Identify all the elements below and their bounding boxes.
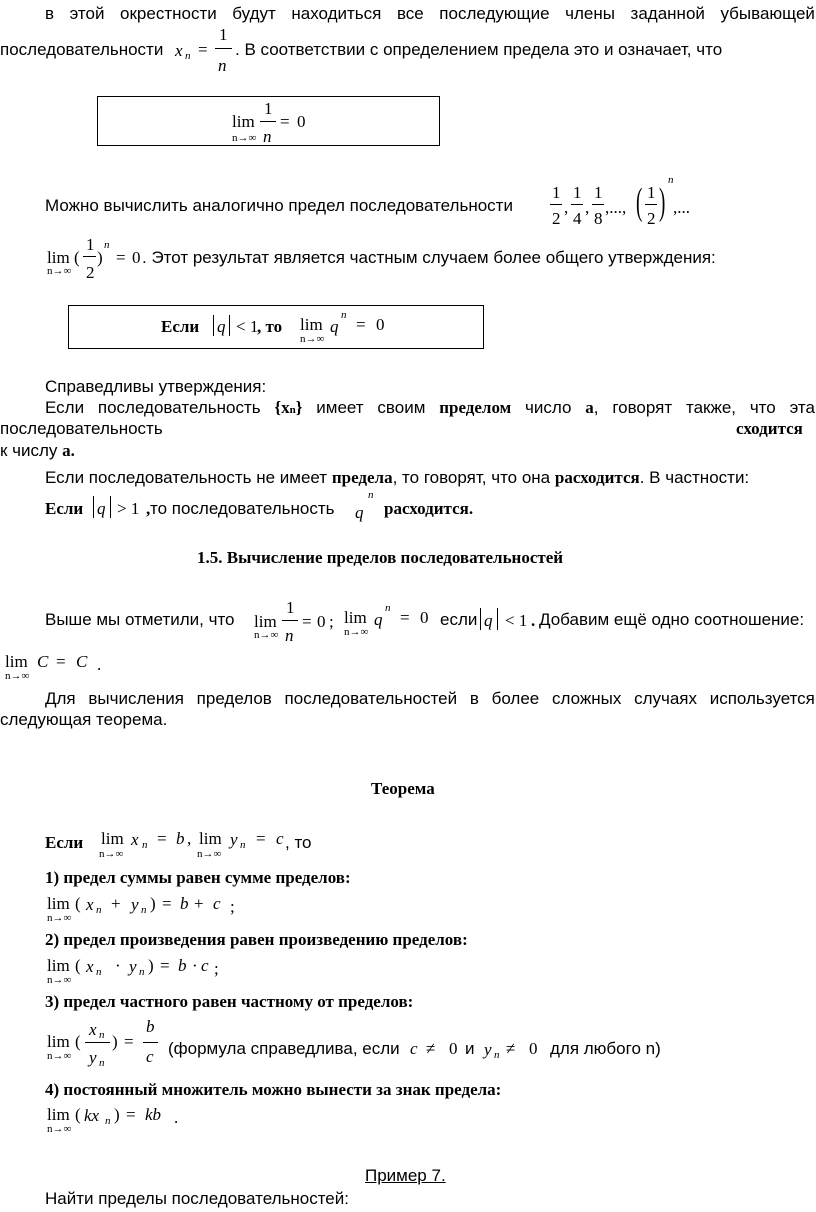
example-task: Найти пределы последовательностей: — [45, 1189, 349, 1208]
p3-text: . Этот результат является частным случаем более общего утверждения: — [142, 248, 716, 267]
abs-bar — [497, 608, 498, 630]
exponent: n — [385, 602, 391, 614]
var-kx: kx — [84, 1106, 100, 1125]
cdot: · — [192, 956, 198, 975]
lim: lim — [5, 652, 28, 671]
p4-line3-end: сходится — [736, 419, 803, 438]
formula-eq: = — [256, 829, 266, 848]
comma: , — [564, 198, 569, 217]
lim: lim — [300, 315, 323, 334]
var-x: x — [131, 830, 139, 849]
lt-one: < 1 — [236, 317, 259, 336]
word: последовательностей — [284, 689, 458, 708]
var-y: y — [129, 957, 137, 976]
word: вычисления — [88, 689, 184, 708]
formula-eq: = — [356, 315, 366, 334]
theorem-if: Если — [45, 833, 84, 852]
gt-one: > 1 — [117, 499, 140, 518]
cdot: · — [115, 956, 121, 975]
theorem-then: , то — [285, 833, 312, 852]
var-C: C — [37, 652, 49, 671]
lim: lim — [47, 894, 70, 913]
right-paren: ) — [114, 1105, 120, 1124]
formula-var: x — [175, 41, 183, 60]
sub-n: n — [240, 839, 246, 851]
sub-n: n — [141, 904, 147, 916]
lim-sub: n→∞ — [47, 1123, 72, 1135]
left-paren: ( — [75, 1032, 81, 1051]
rule-3: 3) предел частного равен частному от пределов: — [45, 992, 414, 1011]
sub-n: n — [494, 1049, 500, 1061]
var-b: b — [176, 829, 185, 848]
word: число — [525, 398, 572, 417]
var-y: y — [131, 895, 139, 914]
formula-sub: n — [185, 50, 191, 62]
lim-sub: n→∞ — [99, 848, 124, 860]
formula-eq: = — [198, 40, 208, 59]
plus: + — [111, 894, 121, 913]
abs-bar — [213, 315, 214, 336]
word-bold: пределом — [439, 398, 512, 417]
frac-bar — [260, 121, 276, 122]
frac-num: 1 — [219, 25, 228, 44]
word: в — [469, 689, 479, 708]
var-q: q — [374, 610, 383, 629]
var-q: q — [355, 503, 364, 522]
rule-3-tail: для любого n) — [550, 1039, 661, 1058]
lim-sub: n→∞ — [300, 333, 325, 345]
plus: + — [194, 894, 204, 913]
example-title: Пример 7. — [365, 1166, 446, 1185]
rule-1: 1) предел суммы равен сумме пределов: — [45, 868, 351, 887]
lim: lim — [101, 829, 124, 848]
p7-if: если — [440, 610, 478, 629]
frac-bar — [282, 620, 298, 621]
formula-eq: = — [162, 894, 172, 913]
frac-den: 2 — [86, 263, 95, 282]
word: Если — [45, 398, 85, 417]
p7-end: Добавим ещё одно соотношение: — [539, 610, 805, 629]
formula-zero: 0 — [376, 315, 385, 334]
p6-if: Если — [45, 499, 84, 518]
p1-line2-start: последовательности — [0, 40, 164, 59]
var-c: c — [276, 829, 284, 848]
var-x: x — [89, 1020, 97, 1039]
left-paren: ( — [75, 956, 81, 975]
word: более — [491, 689, 540, 708]
var-C: C — [76, 652, 88, 671]
rule-4: 4) постоянный множитель можно вынести за знак предела: — [45, 1080, 502, 1099]
word: члены — [565, 4, 615, 23]
frac-bar — [592, 204, 604, 205]
word: говорят — [612, 398, 673, 417]
semicolon: ; — [230, 897, 235, 916]
formula-eq: = — [116, 248, 126, 267]
sequence-notation: {xn} — [274, 398, 303, 417]
p1-line2-end: . В соответствии с определением предела это и означает, что — [235, 40, 723, 59]
box2-if: Если — [161, 317, 200, 336]
right-paren: ) — [659, 181, 666, 223]
var-x: x — [86, 957, 94, 976]
frac-bar — [571, 204, 583, 205]
formula-eq: = — [400, 608, 410, 627]
exponent: n — [341, 309, 347, 321]
left-paren: ( — [74, 248, 80, 267]
lim-sub: n→∞ — [232, 132, 257, 144]
lt-one: < 1 — [505, 611, 528, 630]
word: последующие — [439, 4, 550, 23]
lim-sub: n→∞ — [47, 912, 72, 924]
frac-num: 1 — [594, 183, 603, 202]
var-c: c — [213, 894, 221, 913]
semicolon: ; — [329, 612, 334, 631]
word: последовательность — [97, 398, 261, 417]
frac-num: 1 — [264, 99, 273, 118]
abs-bar — [93, 496, 94, 518]
lim: lim — [47, 248, 70, 267]
frac-bar — [143, 1042, 158, 1043]
word: своим — [377, 398, 426, 417]
var-c: c — [410, 1039, 418, 1058]
lim: lim — [47, 1105, 70, 1124]
word: имеет — [316, 398, 364, 417]
right-paren: ) — [97, 248, 103, 267]
frac-num: 1 — [286, 598, 295, 617]
word: этой — [69, 4, 105, 23]
frac-den: n — [263, 127, 272, 146]
lim: lim — [344, 608, 367, 627]
exponent: n — [104, 239, 110, 251]
lim: lim — [254, 612, 277, 631]
comma: , — [585, 198, 590, 217]
semicolon: ; — [214, 959, 219, 978]
sub-n: n — [139, 966, 145, 978]
p1-line1 — [45, 5, 815, 22]
frac-bar — [215, 48, 232, 49]
formula-zero: 0 — [317, 612, 326, 631]
word-group: а, — [585, 398, 599, 417]
p2-text: Можно вычислить аналогично предел последовательности — [45, 196, 513, 215]
lim-sub: n→∞ — [5, 670, 30, 682]
var-c: c — [146, 1047, 154, 1066]
formula-eq: = — [124, 1032, 134, 1051]
frac-den: 2 — [647, 209, 656, 228]
p6-end: расходится. — [384, 499, 474, 518]
comma: , — [187, 829, 192, 848]
formula-eq: = — [56, 652, 66, 671]
frac-den: 2 — [552, 209, 561, 228]
frac-den: n — [218, 56, 227, 75]
word: пределов — [196, 689, 272, 708]
p5: Если последовательность не имеет предела, то говорят, что она расходится. В частности: — [45, 468, 750, 487]
rule-3-note: (формула справедлива, если — [168, 1039, 400, 1058]
lim-sub: n→∞ — [344, 626, 369, 638]
word: эта — [789, 398, 815, 417]
frac-num: 1 — [86, 235, 95, 254]
formula-eq: = — [126, 1105, 136, 1124]
var-x: x — [86, 895, 94, 914]
exponent: n — [668, 174, 674, 186]
formula-zero: 0 — [529, 1039, 538, 1058]
left-paren: ( — [75, 1105, 81, 1124]
lim: lim — [47, 1032, 70, 1051]
theorem-title: Теорема — [371, 779, 435, 798]
box2-then: , то — [257, 317, 283, 336]
frac-bar — [83, 256, 96, 257]
formula-zero: 0 — [420, 608, 429, 627]
frac-den: 4 — [573, 209, 582, 228]
word: будут — [232, 4, 276, 23]
lim-sub: n→∞ — [197, 848, 222, 860]
left-paren: ( — [75, 894, 81, 913]
rule-3-and: и — [465, 1039, 475, 1058]
frac-num: 1 — [552, 183, 561, 202]
lim: lim — [199, 829, 222, 848]
right-paren: ) — [148, 956, 154, 975]
p8-line2: следующая теорема. — [0, 710, 168, 729]
formula-eq: = — [160, 956, 170, 975]
sub-n: n — [99, 1029, 105, 1041]
p7-start: Выше мы отметили, что — [45, 610, 235, 629]
frac-bar — [550, 204, 562, 205]
var-b: b — [146, 1017, 155, 1036]
p8-line1 — [45, 690, 815, 707]
formula-eq: = — [302, 612, 312, 631]
lim-sub: n→∞ — [254, 629, 279, 641]
frac-num: 1 — [647, 183, 656, 202]
frac-num: 1 — [573, 183, 582, 202]
neq: ≠ — [426, 1039, 436, 1058]
sub-n: n — [99, 1057, 105, 1069]
var-b: b — [178, 956, 187, 975]
var-y: y — [89, 1048, 97, 1067]
formula-zero: 0 — [132, 248, 141, 267]
dots-end: ,... — [673, 198, 690, 217]
p4-line1: Справедливы утверждения: — [45, 377, 267, 396]
var-q: q — [330, 317, 339, 336]
sub-n: n — [142, 839, 148, 851]
var-q: q — [217, 317, 226, 336]
word: заданной — [630, 4, 705, 23]
frac-den: n — [285, 626, 294, 645]
frac-bar — [85, 1042, 110, 1043]
word: что — [749, 398, 776, 417]
section-heading: 1.5. Вычисление пределов последовательностей — [197, 548, 564, 567]
left-paren: ( — [636, 181, 643, 223]
abs-bar — [229, 315, 230, 336]
p4-line3-start: последовательность — [0, 419, 163, 438]
var-y: y — [230, 830, 238, 849]
right-paren: ) — [150, 894, 156, 913]
var-q: q — [484, 611, 493, 630]
rule-2: 2) предел произведения равен произведению пределов: — [45, 930, 468, 949]
period: . — [174, 1108, 179, 1127]
period: . — [97, 655, 102, 674]
lim-sub: n→∞ — [47, 265, 72, 277]
formula-eq: = — [157, 829, 167, 848]
right-paren: ) — [112, 1032, 118, 1051]
var-kb: kb — [145, 1105, 162, 1124]
sub-n: n — [96, 904, 102, 916]
abs-bar — [110, 496, 111, 518]
lim-sub: n→∞ — [47, 974, 72, 986]
word: Для — [45, 689, 76, 708]
lim-sub: n→∞ — [47, 1050, 72, 1062]
var-y: y — [484, 1040, 492, 1059]
p4-line2 — [45, 399, 815, 416]
word: окрестности — [120, 4, 217, 23]
frac-den: 8 — [594, 209, 603, 228]
word: убывающей — [720, 4, 815, 23]
formula-eq: = — [280, 112, 290, 131]
p4-line4: к числу а. — [0, 441, 75, 460]
var-b: b — [180, 894, 189, 913]
word: сложных — [551, 689, 622, 708]
lim: lim — [47, 956, 70, 975]
var-c: c — [201, 956, 209, 975]
p6-middle: то последовательность — [150, 499, 335, 518]
period: . — [531, 611, 536, 630]
frac-bar — [645, 204, 657, 205]
var-q: q — [97, 499, 106, 518]
lim: lim — [232, 112, 255, 131]
word: находиться — [291, 4, 382, 23]
word: используется — [709, 689, 815, 708]
sub-n: n — [96, 966, 102, 978]
word: в — [45, 4, 55, 23]
formula-zero: 0 — [297, 112, 306, 131]
word: случаях — [634, 689, 697, 708]
abs-bar — [480, 608, 481, 630]
sub-n: n — [105, 1115, 111, 1127]
word: также, — [685, 398, 737, 417]
word: все — [396, 4, 424, 23]
comma: , — [146, 499, 151, 518]
formula-zero: 0 — [449, 1039, 458, 1058]
neq: ≠ — [506, 1039, 516, 1058]
dots: ,..., — [605, 198, 627, 217]
exponent: n — [368, 489, 374, 501]
